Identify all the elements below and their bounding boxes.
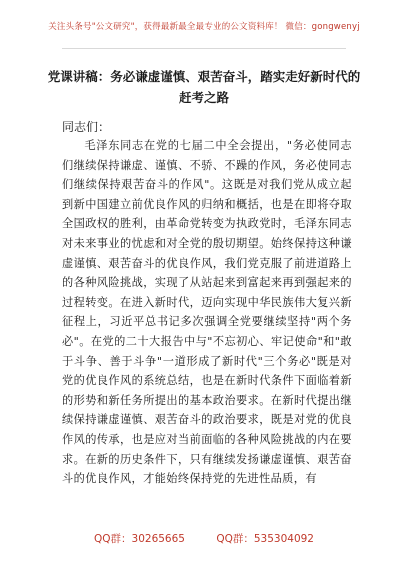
header-note: 关注头条号"公文研究"，获得最新最全最专业的公文资料库！ 微信：gongwenyj — [48, 22, 360, 32]
footer-qq-group-2: QQ群：535304092 — [216, 533, 314, 545]
header-divider — [62, 48, 346, 49]
body-paragraph: 毛泽东同志在党的七届二中全会提出，"务必使同志们继续保持谦虚、谨慎、不骄、不躁的作风，务必使同志们继续保持艰苦奋斗的作风"。这既是对我们党从成立起到新中国建立前优良作风的归纳和概括，也是在即将夺取全国政权的胜利，由革命党转变为执政党时，毛泽东同志对未来事业的忧虑和对全党的殷切期望。始终保持这种谦虚谨慎、艰苦奋斗的优良作风，我们党克服了前进道路上的各种风险挑战，实现了从站起来到富起来再到强起来的过程转变。在进入新时代，迈向实现中华民族伟大复兴新征程上，习近平总书记多次强调全党要继续坚持"两个务必"。在党的二十大报告中与"不忘初心、牢记使命"和"敢于斗争、善于斗争"一道形成了新时代"三个务必"既是对党的优良作风的系统总结，也是在新时代条件下面临着新的形势和新任务所提出的基本政治要求。在新时代提出继续保持谦虚谨慎、艰苦奋斗的政治要求，既是对党的优良作风的传承，也是应对当前面临的各种风险挑战的内在要求。在新的历史条件下，只有继续发扬谦虚谨慎、艰苦奋斗的优良作风，才能始终保持党的先进性品质，有 — [62, 139, 352, 486]
footer-contacts — [0, 531, 408, 546]
salutation: 同志们： — [62, 120, 111, 134]
document-title-line1: 党课讲稿：务必谦虚谨慎、艰苦奋斗，踏实走好新时代的 — [47, 69, 361, 84]
document-title-line2: 赶考之路 — [178, 90, 229, 105]
footer-qq-group-1: QQ群：30265665 — [94, 533, 185, 545]
